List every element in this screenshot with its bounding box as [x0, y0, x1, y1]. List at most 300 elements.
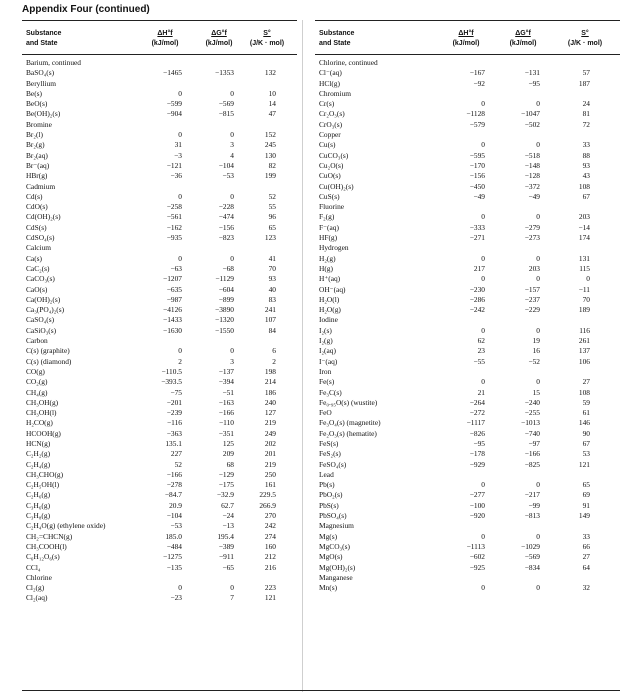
- enthalpy-value: −1465: [163, 68, 182, 78]
- table-row: [315, 264, 620, 274]
- table-row: [315, 563, 620, 573]
- gibbs-value: −104: [218, 160, 234, 170]
- element-group-heading: [22, 336, 297, 346]
- table-row: [315, 182, 620, 192]
- table-row: [315, 439, 620, 449]
- substance-name: HCN(g): [26, 438, 51, 448]
- element-group-heading: [315, 243, 620, 253]
- substance-name: CH₃OH(l): [26, 408, 57, 418]
- entropy-value: 146: [578, 418, 590, 428]
- gibbs-value: −394: [218, 377, 234, 387]
- gibbs-value: −1353: [215, 68, 234, 78]
- gibbs-value: −911: [219, 552, 234, 562]
- enthalpy-value: 0: [178, 191, 182, 201]
- enthalpy-value: −162: [166, 222, 182, 232]
- gibbs-value: −99: [528, 500, 540, 510]
- table-row: [22, 99, 297, 109]
- substance-name: BaSO₄(s): [26, 68, 55, 78]
- gibbs-value: 3: [230, 356, 234, 366]
- table-row: [315, 480, 620, 490]
- substance-name: Fe₃C(s): [319, 387, 342, 397]
- gibbs-value: −1320: [215, 315, 234, 325]
- entropy-value: 64: [582, 562, 590, 572]
- table-row: [22, 285, 297, 295]
- enthalpy-value: −230: [469, 284, 485, 294]
- table-row: [315, 233, 620, 243]
- substance-header-line2: and State: [319, 40, 351, 47]
- element-group-heading: [22, 573, 297, 583]
- gibbs-value: −229: [524, 305, 540, 315]
- enthalpy-value: 31: [174, 140, 182, 150]
- enthalpy-value: 227: [170, 449, 182, 459]
- entropy-value: 216: [264, 562, 276, 572]
- gibbs-value: −502: [524, 119, 540, 129]
- entropy-value: 161: [264, 480, 276, 490]
- element-group-heading: [22, 120, 297, 130]
- table-row: [22, 429, 297, 439]
- entropy-value: 121: [578, 459, 590, 469]
- gibbs-value: −1029: [521, 541, 540, 551]
- enthalpy-value: 0: [481, 99, 485, 109]
- table-row: [315, 460, 620, 470]
- enthalpy-value: −635: [166, 284, 182, 294]
- substance-name: CH₃CHO(g): [26, 469, 64, 479]
- entropy-value: 107: [264, 315, 276, 325]
- enthalpy-value: −178: [469, 449, 485, 459]
- table-row: [22, 511, 297, 521]
- table-row: [22, 552, 297, 562]
- gibbs-value: −1047: [521, 109, 540, 119]
- gibbs-value: −240: [524, 397, 540, 407]
- gibbs-value: 0: [536, 212, 540, 222]
- table-row: [315, 449, 620, 459]
- entropy-value: 66: [582, 541, 590, 551]
- enthalpy-value: −167: [469, 68, 485, 78]
- substance-name: CO₂(g): [26, 377, 48, 387]
- entropy-value: 33: [582, 531, 590, 541]
- entropy-value: 245: [264, 140, 276, 150]
- gibbs-value: −163: [218, 397, 234, 407]
- substance-name: Ca(s): [26, 253, 43, 263]
- gibbs-header-symbol: ΔG°f: [515, 30, 531, 37]
- enthalpy-value: −201: [166, 397, 182, 407]
- table-row: [22, 151, 297, 161]
- element-group-heading: [315, 367, 620, 377]
- substance-header-line1: Substance: [26, 30, 62, 37]
- gibbs-value: −24: [222, 511, 234, 521]
- group-name: Calcium: [26, 243, 52, 253]
- gibbs-value: −3890: [215, 305, 234, 315]
- entropy-value: 70: [268, 263, 276, 273]
- gibbs-value: −175: [218, 480, 234, 490]
- entropy-value: 240: [264, 397, 276, 407]
- enthalpy-value: 62: [477, 336, 485, 346]
- table-row: [22, 501, 297, 511]
- enthalpy-header: [140, 29, 190, 49]
- gibbs-value: −157: [524, 284, 540, 294]
- element-group-heading: [22, 58, 297, 68]
- substance-name: C₂H₆(g): [26, 490, 51, 500]
- group-name: Hydrogen: [319, 243, 349, 253]
- enthalpy-value: −3: [174, 150, 182, 160]
- entropy-value: 84: [268, 325, 276, 335]
- enthalpy-value: −935: [166, 233, 182, 243]
- enthalpy-value: −599: [166, 99, 182, 109]
- right-table-header: [315, 21, 620, 55]
- group-name: Copper: [319, 130, 341, 140]
- gibbs-value: −1550: [215, 325, 234, 335]
- substance-name: Cd(s): [26, 191, 43, 201]
- table-row: [22, 212, 297, 222]
- entropy-value: 65: [268, 222, 276, 232]
- substance-name: Cr(s): [319, 99, 335, 109]
- enthalpy-value: −826: [469, 428, 485, 438]
- substance-name: C₂H₅OH(l): [26, 480, 60, 490]
- gibbs-value: −815: [218, 109, 234, 119]
- entropy-value: 10: [268, 88, 276, 98]
- gibbs-value: −13: [222, 521, 234, 531]
- table-row: [22, 367, 297, 377]
- substance-name: Cr₂O₃(s): [319, 109, 345, 119]
- entropy-value: 27: [582, 552, 590, 562]
- entropy-value: 201: [264, 449, 276, 459]
- substance-name: Cl₂(aq): [26, 593, 48, 603]
- enthalpy-value: −595: [469, 150, 485, 160]
- gibbs-value: −279: [524, 222, 540, 232]
- entropy-header-symbol: S°: [581, 30, 589, 37]
- gibbs-value: −97: [528, 438, 540, 448]
- group-name: Fluorine: [319, 202, 345, 212]
- substance-name: Cl₂(g): [26, 583, 45, 593]
- enthalpy-value: −561: [166, 212, 182, 222]
- entropy-value: 152: [264, 130, 276, 140]
- table-row: [22, 542, 297, 552]
- element-group-heading: [315, 470, 620, 480]
- group-name: Magnesium: [319, 521, 354, 531]
- gibbs-value: 0: [230, 253, 234, 263]
- table-row: [315, 254, 620, 264]
- entropy-value: 69: [582, 490, 590, 500]
- gibbs-value: −52: [528, 356, 540, 366]
- table-row: [315, 326, 620, 336]
- entropy-value: 27: [582, 377, 590, 387]
- entropy-value: 67: [582, 191, 590, 201]
- table-row: [315, 336, 620, 346]
- enthalpy-value: −264: [469, 397, 485, 407]
- table-row: [315, 429, 620, 439]
- substance-name: FeSO₄(s): [319, 459, 347, 469]
- gibbs-value: −148: [524, 160, 540, 170]
- element-group-heading: [315, 130, 620, 140]
- entropy-header: [555, 29, 615, 49]
- table-row: [315, 223, 620, 233]
- substance-name: F₂(g): [319, 212, 335, 222]
- table-row: [22, 315, 297, 325]
- table-row: [22, 388, 297, 398]
- substance-name: FeS₂(s): [319, 449, 341, 459]
- entropy-value: 199: [264, 171, 276, 181]
- gibbs-value: 0: [536, 274, 540, 284]
- substance-name: CaCO₃(s): [26, 274, 55, 284]
- entropy-value: 83: [268, 294, 276, 304]
- substance-name: Fe(s): [319, 377, 335, 387]
- enthalpy-value: −904: [166, 109, 182, 119]
- gibbs-value: 0: [536, 140, 540, 150]
- substance-name: F⁻(aq): [319, 222, 339, 232]
- table-bottom-rule: [22, 690, 620, 691]
- entropy-value: 81: [582, 109, 590, 119]
- enthalpy-value: 0: [178, 253, 182, 263]
- enthalpy-value: −100: [469, 500, 485, 510]
- entropy-value: 187: [578, 78, 590, 88]
- substance-name: Cd(OH)₂(s): [26, 212, 61, 222]
- table-row: [315, 542, 620, 552]
- enthalpy-value: −170: [469, 160, 485, 170]
- table-row: [22, 418, 297, 428]
- element-group-heading: [22, 243, 297, 253]
- enthalpy-value: −987: [166, 294, 182, 304]
- enthalpy-value: −929: [469, 459, 485, 469]
- table-row: [22, 439, 297, 449]
- enthalpy-value: 0: [481, 325, 485, 335]
- substance-name: CuCO₃(s): [319, 150, 349, 160]
- gibbs-header: [194, 29, 244, 49]
- substance-name: CaSiO₃(s): [26, 325, 57, 335]
- enthalpy-value: −84.7: [164, 490, 182, 500]
- gibbs-value: −53: [222, 171, 234, 181]
- table-row: [22, 346, 297, 356]
- table-row: [315, 511, 620, 521]
- entropy-value: 65: [582, 480, 590, 490]
- entropy-value: 127: [264, 408, 276, 418]
- entropy-value: 82: [268, 160, 276, 170]
- substance-name: C₂H₄O(g) (ethylene oxide): [26, 521, 106, 531]
- substance-name: Pb(s): [319, 480, 335, 490]
- enthalpy-value: −92: [473, 78, 485, 88]
- table-row: [315, 377, 620, 387]
- entropy-value: 229.5: [259, 490, 276, 500]
- substance-header-line1: Substance: [319, 30, 355, 37]
- substance-name: I₂(aq): [319, 346, 336, 356]
- entropy-value: −14: [578, 222, 590, 232]
- enthalpy-value: 185.0: [165, 531, 182, 541]
- table-row: [22, 130, 297, 140]
- enthalpy-value: 0: [178, 346, 182, 356]
- gibbs-value: 7: [230, 593, 234, 603]
- enthalpy-value: 0: [178, 583, 182, 593]
- left-table-body: [22, 55, 297, 604]
- table-row: [22, 68, 297, 78]
- enthalpy-value: 0: [481, 253, 485, 263]
- enthalpy-value: −55: [473, 356, 485, 366]
- gibbs-value: 0: [230, 130, 234, 140]
- enthalpy-value: −920: [469, 511, 485, 521]
- enthalpy-value: −602: [469, 552, 485, 562]
- entropy-value: 137: [578, 346, 590, 356]
- entropy-value: −11: [578, 284, 590, 294]
- substance-name: HCl(g): [319, 78, 340, 88]
- table-row: [315, 418, 620, 428]
- gibbs-value: −95: [528, 78, 540, 88]
- entropy-value: 67: [582, 438, 590, 448]
- table-row: [315, 79, 620, 89]
- table-row: [22, 109, 297, 119]
- enthalpy-value: −579: [469, 119, 485, 129]
- table-row: [22, 563, 297, 573]
- gibbs-value: −32.9: [216, 490, 234, 500]
- element-group-heading: [22, 79, 297, 89]
- enthalpy-value: 0: [481, 480, 485, 490]
- enthalpy-value: −53: [170, 521, 182, 531]
- gibbs-value: 62.7: [221, 500, 234, 510]
- enthalpy-value: 52: [174, 459, 182, 469]
- enthalpy-value: 0: [481, 377, 485, 387]
- table-row: [22, 521, 297, 531]
- table-row: [315, 192, 620, 202]
- element-group-heading: [22, 182, 297, 192]
- entropy-value: 106: [578, 356, 590, 366]
- substance-name: C₃H₆(g): [26, 500, 51, 510]
- gibbs-header: [498, 29, 548, 49]
- entropy-value: 108: [578, 181, 590, 191]
- entropy-value: 115: [579, 263, 590, 273]
- entropy-value: 202: [264, 438, 276, 448]
- enthalpy-value: −242: [469, 305, 485, 315]
- gibbs-header-symbol: ΔG°f: [211, 30, 227, 37]
- gibbs-value: 0: [536, 480, 540, 490]
- substance-name: Br⁻(aq): [26, 160, 50, 170]
- entropy-value: 214: [264, 377, 276, 387]
- entropy-value: 0: [586, 274, 590, 284]
- gibbs-value: −49: [528, 191, 540, 201]
- substance-name: Br₂(aq): [26, 150, 48, 160]
- gibbs-value: 0: [536, 583, 540, 593]
- enthalpy-value: −1117: [466, 418, 485, 428]
- gibbs-value: −156: [218, 222, 234, 232]
- gibbs-value: −389: [218, 541, 234, 551]
- page-title: Appendix Four (continued): [22, 4, 150, 15]
- entropy-value: 132: [264, 68, 276, 78]
- substance-name: PbS(s): [319, 500, 339, 510]
- enthalpy-value: −36: [170, 171, 182, 181]
- entropy-value: 186: [264, 387, 276, 397]
- enthalpy-value: 0: [481, 583, 485, 593]
- entropy-value: 96: [268, 212, 276, 222]
- entropy-value: 33: [582, 140, 590, 150]
- gibbs-value: −823: [218, 233, 234, 243]
- enthalpy-value: 0: [481, 274, 485, 284]
- substance-name: Mg(OH)₂(s): [319, 562, 356, 572]
- gibbs-value: −110: [219, 418, 234, 428]
- entropy-value: 72: [582, 119, 590, 129]
- entropy-value: 266.9: [259, 500, 276, 510]
- substance-name: CuO(s): [319, 171, 341, 181]
- entropy-value: 198: [264, 366, 276, 376]
- enthalpy-value: −277: [469, 490, 485, 500]
- table-row: [315, 552, 620, 562]
- substance-name: H₂O(l): [319, 294, 340, 304]
- substance-name: C(s) (graphite): [26, 346, 70, 356]
- gibbs-value: 0: [230, 583, 234, 593]
- table-row: [22, 223, 297, 233]
- entropy-value: 241: [264, 305, 276, 315]
- substance-name: CCl₄: [26, 562, 41, 572]
- substance-name: PbO₂(s): [319, 490, 343, 500]
- group-name: Chlorine: [26, 572, 52, 582]
- gibbs-value: 0: [230, 191, 234, 201]
- enthalpy-value: −135: [166, 562, 182, 572]
- gibbs-value: 15: [532, 387, 540, 397]
- substance-name: H⁺(aq): [319, 274, 341, 284]
- gibbs-value: −813: [524, 511, 540, 521]
- table-row: [22, 449, 297, 459]
- table-row: [315, 501, 620, 511]
- substance-name: HBr(g): [26, 171, 48, 181]
- gibbs-value: −166: [524, 449, 540, 459]
- entropy-value: 174: [578, 233, 590, 243]
- entropy-value: 242: [264, 521, 276, 531]
- table-row: [22, 161, 297, 171]
- substance-name: FeS(s): [319, 438, 339, 448]
- column-divider: [302, 20, 303, 692]
- gibbs-value: 19: [532, 336, 540, 346]
- entropy-header-unit: (J/K · mol): [249, 40, 285, 47]
- gibbs-value: 4: [230, 150, 234, 160]
- table-row: [315, 161, 620, 171]
- table-row: [315, 151, 620, 161]
- enthalpy-header: [441, 29, 491, 49]
- gibbs-value: −604: [218, 284, 234, 294]
- right-table-body: [315, 55, 620, 593]
- gibbs-value: −137: [218, 366, 234, 376]
- table-row: [22, 377, 297, 387]
- group-name: Bromine: [26, 119, 52, 129]
- substance-name: CaSO₄(s): [26, 315, 55, 325]
- entropy-value: 57: [582, 68, 590, 78]
- enthalpy-value: −1630: [163, 325, 182, 335]
- table-row: [22, 398, 297, 408]
- entropy-value: 53: [582, 449, 590, 459]
- entropy-value: 40: [268, 284, 276, 294]
- enthalpy-header-unit: (kJ/mol): [151, 40, 179, 47]
- entropy-value: 41: [268, 253, 276, 263]
- entropy-value: 160: [264, 541, 276, 551]
- entropy-value: 43: [582, 171, 590, 181]
- enthalpy-value: −258: [166, 202, 182, 212]
- enthalpy-header-symbol: ΔH°f: [458, 30, 474, 37]
- substance-name: I⁻(aq): [319, 356, 338, 366]
- entropy-value: 90: [582, 428, 590, 438]
- enthalpy-value: −121: [166, 160, 182, 170]
- substance-name: Ca(OH)₂(s): [26, 294, 61, 304]
- substance-header-line2: and State: [26, 40, 58, 47]
- table-row: [22, 264, 297, 274]
- entropy-value: 6: [272, 346, 276, 356]
- entropy-value: 93: [582, 160, 590, 170]
- table-row: [22, 408, 297, 418]
- entropy-value: 47: [268, 109, 276, 119]
- table-row: [22, 583, 297, 593]
- gibbs-value: −474: [218, 212, 234, 222]
- table-row: [22, 202, 297, 212]
- enthalpy-value: −104: [166, 511, 182, 521]
- gibbs-value: 16: [532, 346, 540, 356]
- entropy-value: 212: [264, 552, 276, 562]
- substance-name: I₂(g): [319, 336, 333, 346]
- entropy-value: 219: [264, 418, 276, 428]
- enthalpy-value: −278: [166, 480, 182, 490]
- entropy-value: 93: [268, 274, 276, 284]
